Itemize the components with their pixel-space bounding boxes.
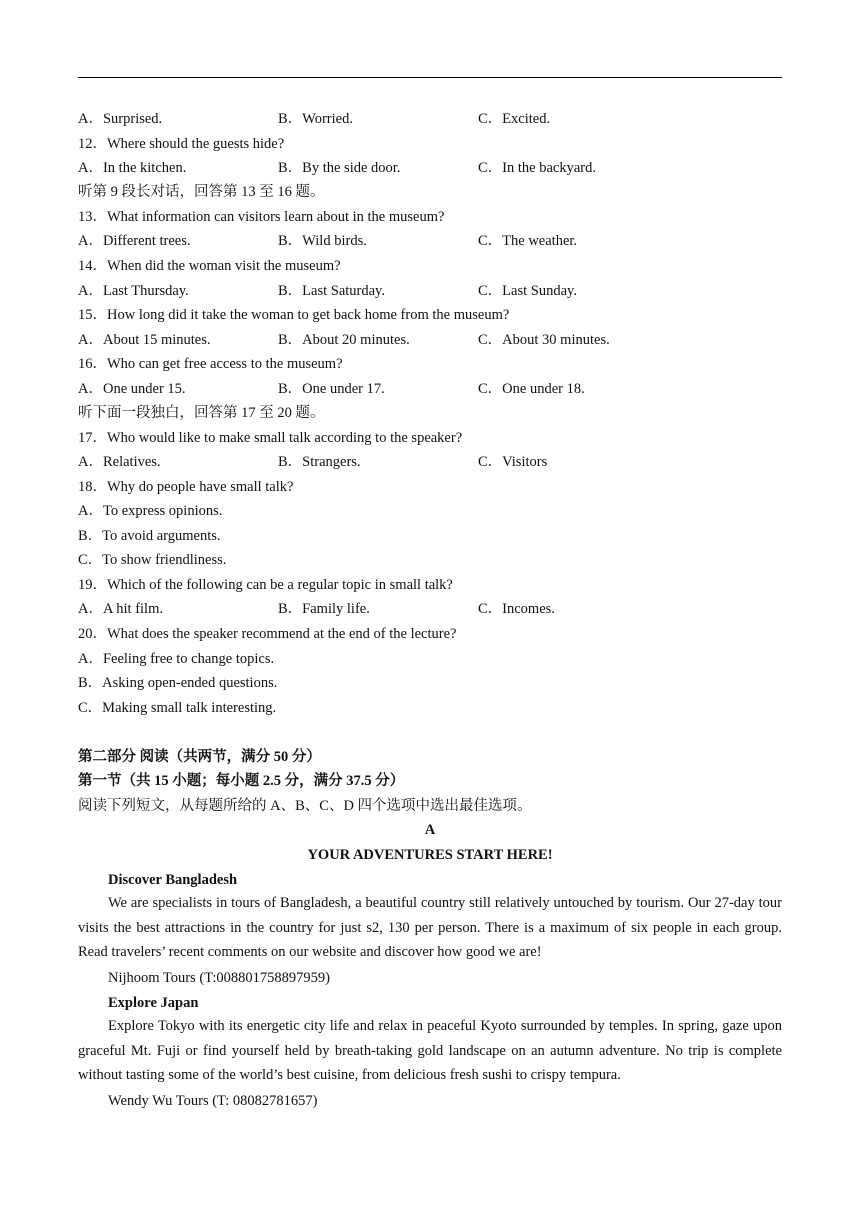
q11-option-b: B．Worried. [278, 111, 353, 127]
q13-stem: 13．What information can visitors learn about in the museum? [78, 209, 445, 225]
q17-option-c: C．Visitors [478, 454, 548, 470]
q20-option-a: A．Feeling free to change topics. [78, 651, 275, 667]
q17-options [78, 453, 782, 471]
q13-options [78, 232, 782, 250]
japan-heading: Explore Japan [108, 995, 199, 1011]
q18-option-c: C．To show friendliness. [78, 552, 227, 568]
japan-contact: Wendy Wu Tours (T: 08082781657) [108, 1093, 318, 1109]
q19-option-a: A．A hit film. [78, 601, 163, 617]
passage-letter: A [424, 822, 436, 838]
header-rule [78, 77, 782, 78]
bangladesh-heading: Discover Bangladesh [108, 872, 238, 888]
q15-stem: 15．How long did it take the woman to get back home from the museum? [78, 307, 510, 323]
q12-option-c: C．In the backyard. [478, 160, 596, 176]
q13-option-b: B．Wild birds. [278, 233, 367, 249]
q19-options [78, 600, 782, 618]
q17-option-b: B．Strangers. [278, 454, 361, 470]
q11-option-a: A．Surprised. [78, 111, 163, 127]
instruction-monologue: 听下面一段独白，回答第 17 至 20 题。 [78, 405, 325, 421]
q14-option-a: A．Last Thursday. [78, 283, 189, 299]
q19-option-c: C．Incomes. [478, 601, 555, 617]
section1-title: 第一节（共 15 小题；每小题 2.5 分，满分 37.5 分） [78, 773, 405, 789]
q15-option-b: B．About 20 minutes. [278, 332, 410, 348]
bangladesh-contact: Nijhoom Tours (T:008801758897959) [108, 970, 330, 986]
q11-option-c: C．Excited. [478, 111, 551, 127]
passage-title: YOUR ADVENTURES START HERE! [307, 847, 553, 863]
bangladesh-body: We are specialists in tours of Bangladesh, a beautiful country still relatively untouched by tourism. Our 27-day tour visits the best attractions in the country for just s2, 130 per person. There is a maximum of six people in each group. Read travelers’ recent comments on our website and discover how good we are! [78, 895, 782, 960]
q14-option-b: B．Last Saturday. [278, 283, 385, 299]
q19-stem: 19．Which of the following can be a regular topic in small talk? [78, 577, 453, 593]
q12-options [78, 159, 782, 177]
q19-option-b: B．Family life. [278, 601, 370, 617]
q16-option-b: B．One under 17. [278, 381, 385, 397]
q14-stem: 14．When did the woman visit the museum? [78, 258, 341, 274]
q16-option-c: C．One under 18. [478, 381, 585, 397]
q12-option-a: A．In the kitchen. [78, 160, 187, 176]
q17-option-a: A．Relatives. [78, 454, 161, 470]
q14-option-c: C．Last Sunday. [478, 283, 577, 299]
q18-option-b: B．To avoid arguments. [78, 528, 221, 544]
q17-stem: 17．Who would like to make small talk according to the speaker? [78, 430, 463, 446]
q16-stem: 16．Who can get free access to the museum? [78, 356, 343, 372]
q18-stem: 18．Why do people have small talk? [78, 479, 294, 495]
q14-options [78, 282, 782, 300]
instruction-dialogue-9: 听第 9 段长对话，回答第 13 至 16 题。 [78, 184, 325, 200]
q11-options [78, 110, 782, 128]
q12-option-b: B．By the side door. [278, 160, 401, 176]
q13-option-c: C．The weather. [478, 233, 578, 249]
reading-instruction: 阅读下列短文，从每题所给的 A、B、C、D 四个选项中选出最佳选项。 [78, 798, 532, 814]
japan-body: Explore Tokyo with its energetic city life and relax in peaceful Kyoto surrounded by temples. In spring, gaze upon graceful Mt. Fuji or find yourself held by breath-taking gold landscape on an autumn adventure. No trip is complete without tasting some of the world’s best cuisine, from delicious fresh sushi to crispy tempura. [78, 1018, 782, 1083]
q15-options [78, 331, 782, 349]
q15-option-c: C．About 30 minutes. [478, 332, 610, 348]
q20-stem: 20．What does the speaker recommend at the end of the lecture? [78, 626, 457, 642]
q13-option-a: A．Different trees. [78, 233, 191, 249]
part2-title: 第二部分 阅读（共两节，满分 50 分） [78, 749, 321, 765]
q16-option-a: A．One under 15. [78, 381, 186, 397]
q16-options [78, 380, 782, 398]
q20-option-b: B．Asking open-ended questions. [78, 675, 278, 691]
q15-option-a: A．About 15 minutes. [78, 332, 211, 348]
q12-stem: 12．Where should the guests hide? [78, 136, 285, 152]
q20-option-c: C．Making small talk interesting. [78, 700, 277, 716]
q18-option-a: A．To express opinions. [78, 503, 223, 519]
